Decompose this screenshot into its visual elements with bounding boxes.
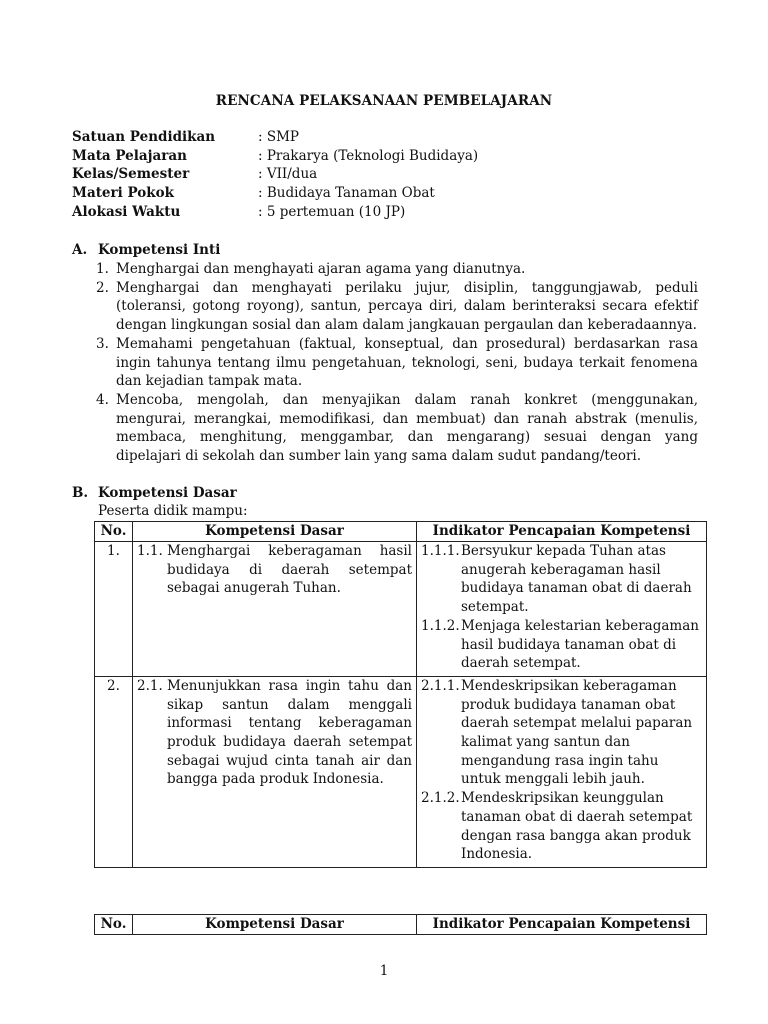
identity-row-kelas: [72, 165, 692, 184]
indicator-code: 2.1.1.: [421, 677, 460, 694]
column-header-no: No.: [95, 522, 133, 542]
indicator-text: Mendeskripsikan keberagaman produk budidaya tanaman obat daerah setempat melalui paparan kalimat yang santun dan mengandung rasa ingin tahu untuk menggali lebih jauh.: [461, 677, 693, 788]
list-number: 4.: [96, 391, 109, 408]
identity-label: Materi Pokok: [72, 185, 174, 202]
kompetensi-dasar-table: [94, 521, 707, 868]
identity-row-satuan: [72, 128, 692, 147]
list-text: Menghargai dan menghayati ajaran agama yang dianutnya.: [116, 261, 526, 277]
section-a-heading: [72, 241, 220, 260]
list-number: 3.: [96, 335, 109, 352]
identity-value: : 5 pertemuan (10 JP): [258, 203, 406, 220]
kd-entry: [137, 677, 412, 789]
indicator-code: 2.1.2.: [421, 790, 460, 807]
section-letter: B.: [72, 485, 89, 501]
kd-entry: [137, 542, 412, 598]
identity-row-materi: [72, 184, 692, 203]
page-number: 1: [379, 963, 389, 979]
indicator-entry: [421, 789, 702, 864]
identity-value: : Budidaya Tanaman Obat: [258, 185, 435, 202]
indicator-entry: [421, 617, 702, 673]
list-item: [96, 391, 698, 466]
kd-text: Menunjukkan rasa ingin tahu dan sikap santun dalam menggali informasi tentang keberagaman produk budidaya daerah setempat sebagai wujud cinta tanah air dan bangga pada produk Indonesia.: [167, 677, 412, 788]
indicator-text: Mendeskripsikan keunggulan tanaman obat di daerah setempat dengan rasa bangga akan produk Indonesia.: [461, 790, 693, 863]
list-number: 2.: [96, 279, 109, 296]
section-b-heading: [72, 484, 237, 503]
identity-label: Satuan Pendidikan: [72, 129, 216, 145]
list-item: [96, 279, 698, 335]
identity-label: Alokasi Waktu: [72, 203, 181, 220]
indicator-cell: [417, 676, 707, 867]
kompetensi-inti-list: [96, 260, 698, 466]
section-b-intro: Peserta didik mampu:: [98, 503, 248, 519]
indicator-entry: [421, 677, 702, 789]
indicator-entry: [421, 542, 702, 617]
identity-value: : VII/dua: [258, 166, 318, 183]
section-letter: A.: [72, 242, 88, 258]
column-header-kd: Kompetensi Dasar: [133, 522, 417, 542]
column-header-no: No.: [95, 915, 133, 935]
section-title: Kompetensi Inti: [98, 242, 221, 258]
kd-cell: [133, 542, 417, 677]
identity-value: : Prakarya (Teknologi Budidaya): [258, 147, 479, 164]
indicator-cell: [417, 542, 707, 677]
table-header-row: [95, 522, 707, 542]
kd-text: Menghargai keberagaman hasil budidaya di daerah setempat sebagai anugerah Tuhan.: [167, 543, 412, 597]
section-title: Kompetensi Dasar: [98, 485, 237, 501]
list-text: Menghargai dan menghayati perilaku jujur, disiplin, tanggungjawab, peduli (toleransi, gotong royong), santun, percaya diri, dalam berinteraksi secara efektif dengan lingkungan sosial dan alam dalam jangkauan pergaulan dan keberadaannya.: [116, 279, 698, 334]
indicator-code: 1.1.1.: [421, 543, 460, 559]
kd-code: 2.1.: [137, 677, 163, 694]
row-number: 2.: [95, 676, 133, 867]
list-item: [96, 335, 698, 391]
indicator-text: Bersyukur kepada Tuhan atas anugerah keberagaman hasil budidaya tanaman obat di daerah setempat.: [461, 543, 692, 616]
indicator-text: Menjaga kelestarian keberagaman hasil budidaya tanaman obat di daerah setempat.: [461, 617, 699, 672]
kd-cell: [133, 676, 417, 867]
identity-label: Mata Pelajaran: [72, 147, 187, 164]
table-row: [95, 676, 707, 867]
kompetensi-dasar-table-continued: [94, 914, 707, 935]
row-number: 1.: [95, 542, 133, 677]
column-header-indikator: Indikator Pencapaian Kompetensi: [417, 522, 707, 542]
list-number: 1.: [96, 261, 109, 277]
document-title: RENCANA PELAKSANAAN PEMBELAJARAN: [215, 93, 553, 109]
identity-row-alokasi: [72, 203, 692, 222]
identity-block: [72, 128, 692, 221]
identity-row-mapel: [72, 147, 692, 166]
list-text: Mencoba, mengolah, dan menyajikan dalam ranah konkret (menggunakan, mengurai, merangkai, memodifikasi, dan membuat) dan ranah abstrak (menulis, membaca, menghitung, menggambar, dan mengarang) sesuai dengan yang dipelajari di sekolah dan sumber lain yang sama dalam sudut pandang/teori.: [116, 391, 698, 465]
kd-code: 1.1.: [137, 543, 163, 559]
list-text: Memahami pengetahuan (faktual, konseptual, dan prosedural) berdasarkan rasa ingin tahunya tentang ilmu pengetahuan, teknologi, seni, budaya terkait fenomena dan kejadian tampak mata.: [116, 335, 698, 390]
table-row: [95, 542, 707, 677]
table-header-row: [95, 915, 707, 935]
column-header-kd: Kompetensi Dasar: [133, 915, 417, 935]
list-item: [96, 260, 698, 279]
identity-label: Kelas/Semester: [72, 166, 190, 183]
indicator-code: 1.1.2.: [421, 617, 460, 634]
column-header-indikator: Indikator Pencapaian Kompetensi: [417, 915, 707, 935]
identity-value: : SMP: [258, 129, 299, 145]
